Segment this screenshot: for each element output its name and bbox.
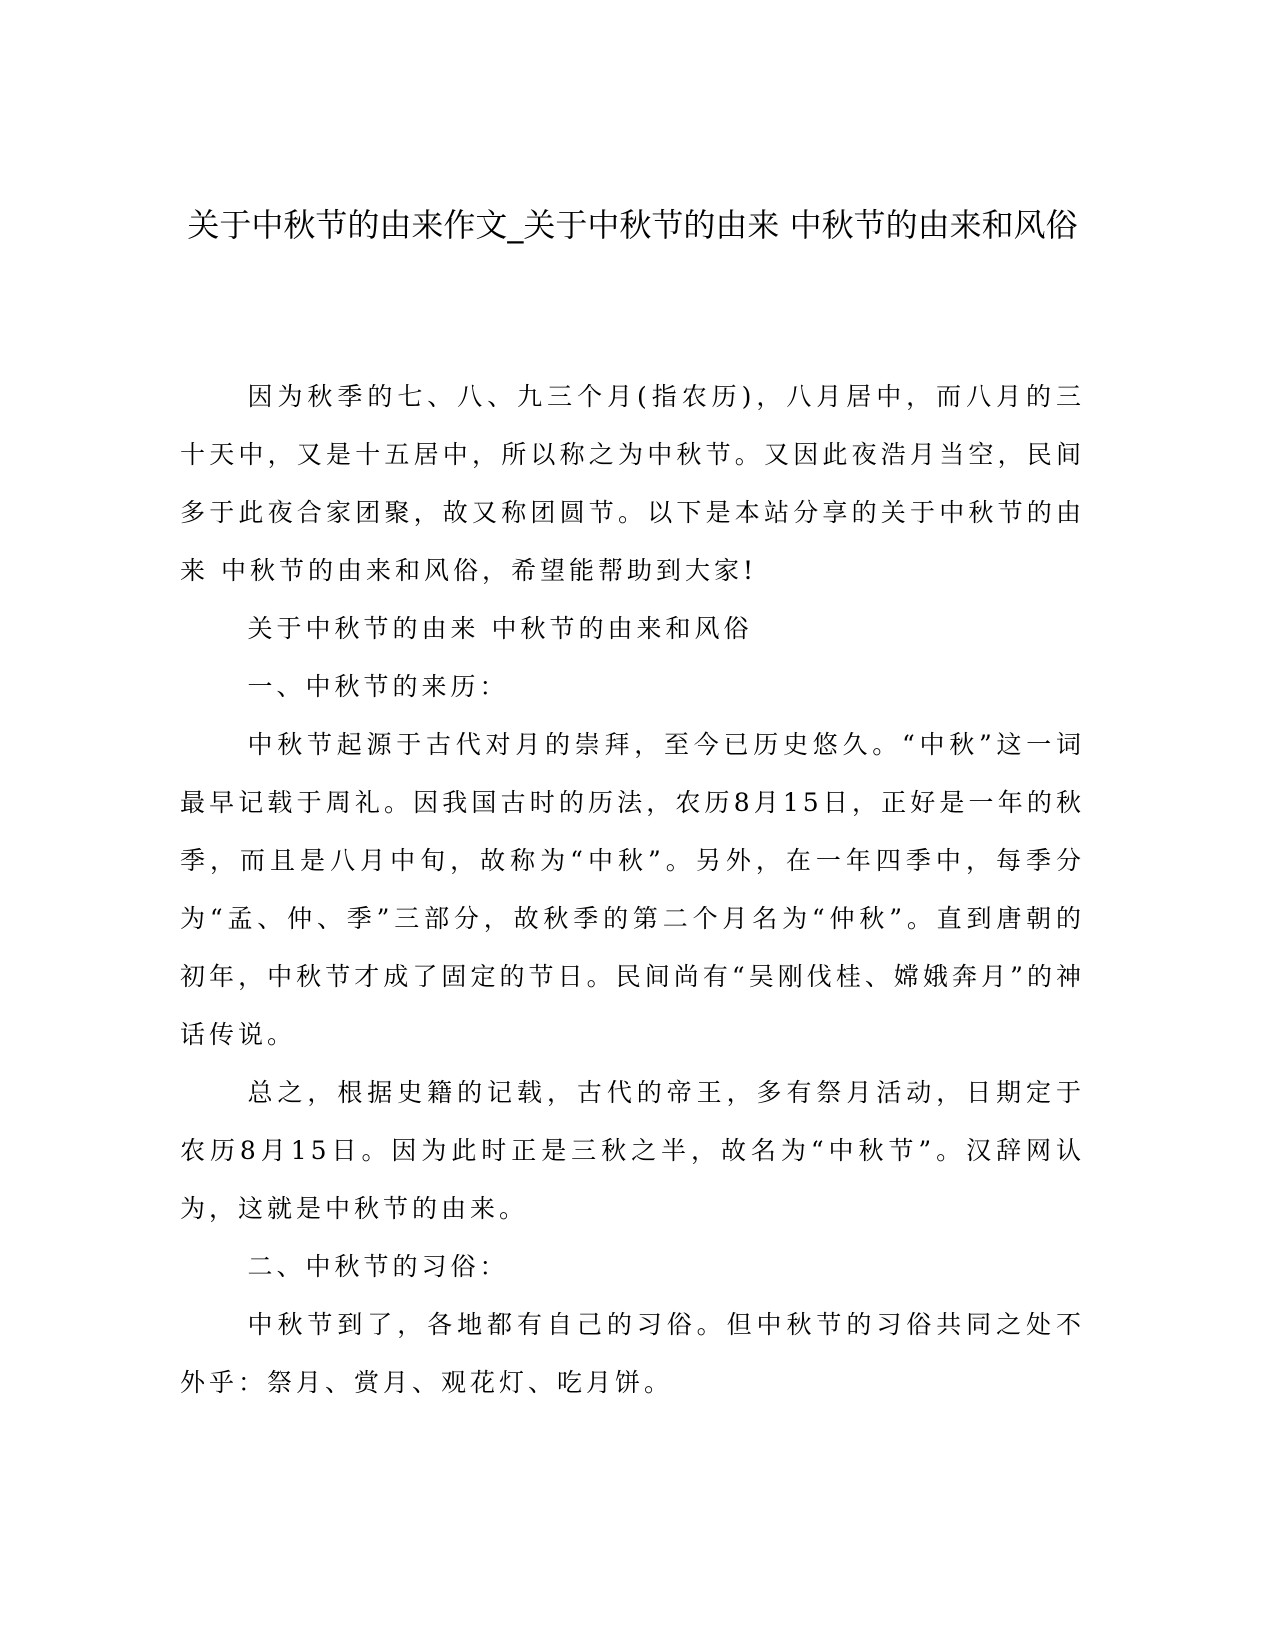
document-title: 关于中秋节的由来作文_关于中秋节的由来 中秋节的由来和风俗 — [187, 206, 1078, 244]
document-body — [180, 368, 1085, 1412]
customs-paragraph: 中秋节到了，各地都有自己的习俗。但中秋节的习俗共同之处不外乎：祭月、赏月、观花灯、吃月饼。 — [180, 1310, 1085, 1397]
origin-heading: 一、中秋节的来历： — [247, 672, 509, 701]
intro-paragraph: 因为秋季的七、八、九三个月(指农历)，八月居中，而八月的三十天中，又是十五居中，所以称之为中秋节。又因此夜浩月当空，民间多于此夜合家团聚，故又称团圆节。以下是本站分享的关于中秋节的由来 中秋节的由来和风俗，希望能帮助到大家! — [180, 382, 1085, 585]
origin-paragraph: 中秋节起源于古代对月的崇拜，至今已历史悠久。“中秋”这一词最早记载于周礼。因我国古时的历法，农历8月15日，正好是一年的秋季，而且是八月中旬，故称为“中秋”。另外，在一年四季中，每季分为“孟、仲、季”三部分，故秋季的第二个月名为“仲秋”。直到唐朝的初年，中秋节才成了固定的节日。民间尚有“吴刚伐桂、嫦娥奔月”的神话传说。 — [180, 730, 1085, 1049]
section-heading: 关于中秋节的由来 中秋节的由来和风俗 — [247, 614, 753, 643]
customs-heading: 二、中秋节的习俗： — [247, 1252, 509, 1281]
summary-paragraph: 总之，根据史籍的记载，古代的帝王，多有祭月活动，日期定于农历8月15日。因为此时正是三秋之半，故名为“中秋节”。汉辞网认为，这就是中秋节的由来。 — [180, 1078, 1086, 1223]
